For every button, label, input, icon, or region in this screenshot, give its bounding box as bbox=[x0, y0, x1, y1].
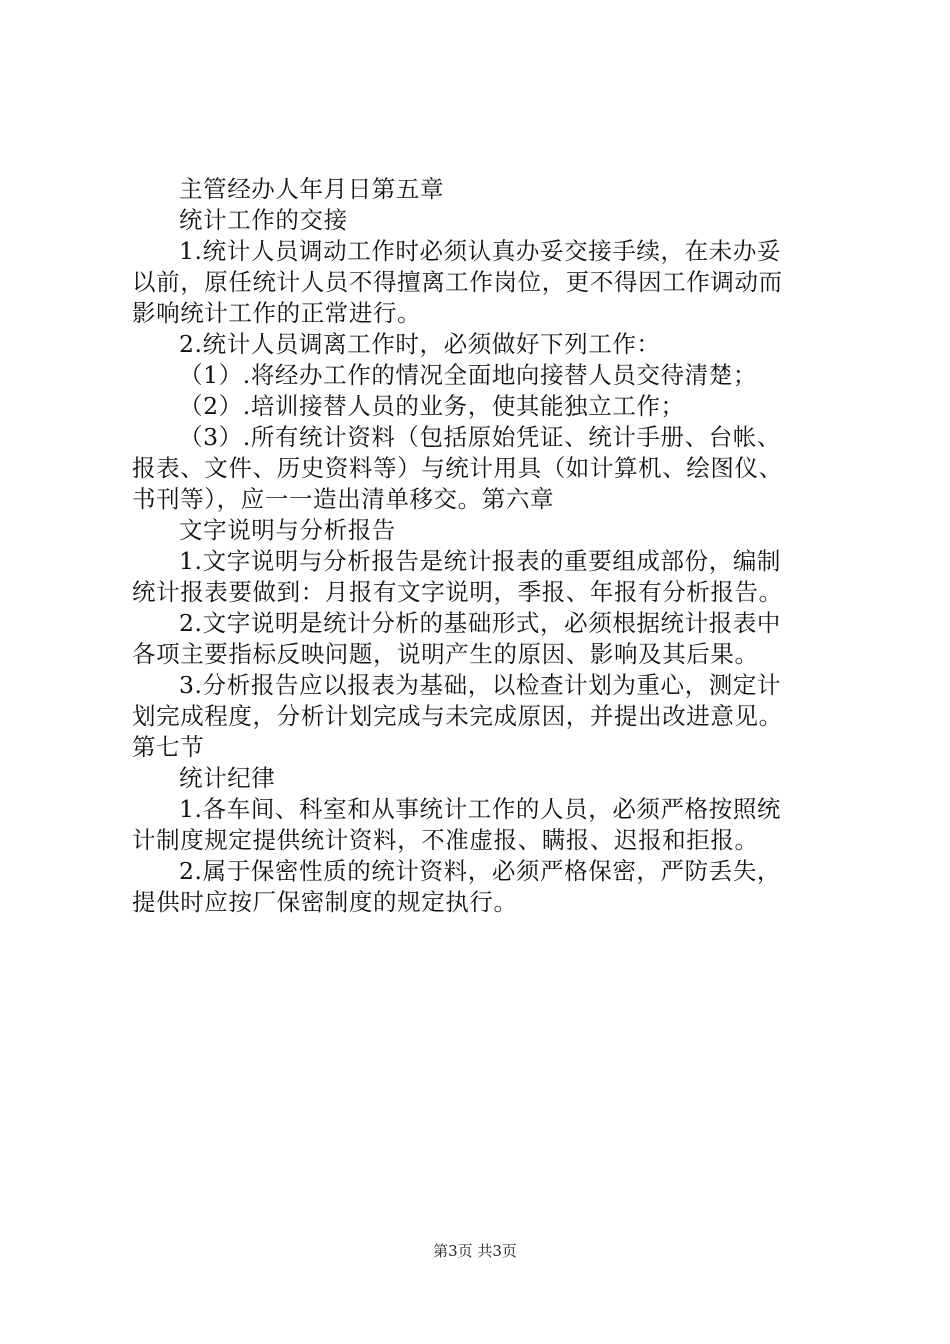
text-line: 报表、文件、历史资料等）与统计用具（如计算机、绘图仪、 bbox=[132, 454, 783, 482]
text-line: 各项主要指标反映问题，说明产生的原因、影响及其后果。 bbox=[132, 640, 759, 668]
page-footer: 第3页 共3页 bbox=[433, 1242, 517, 1260]
text-line: 统计工作的交接 bbox=[179, 206, 348, 234]
text-line: （1）.将经办工作的情况全面地向接替人员交待清楚； bbox=[179, 361, 757, 389]
text-line: 以前，原任统计人员不得擅离工作岗位，更不得因工作调动而 bbox=[132, 268, 783, 296]
text-line: 计制度规定提供统计资料，不准虚报、瞒报、迟报和拒报。 bbox=[132, 826, 759, 854]
text-line: 统计纪律 bbox=[179, 764, 276, 792]
text-line: 划完成程度，分析计划完成与未完成原因，并提出改进意见。 bbox=[132, 702, 783, 730]
text-line: 第七节 bbox=[132, 733, 205, 761]
text-line: 2.属于保密性质的统计资料，必须严格保密，严防丢失， bbox=[179, 857, 782, 885]
text-line: 文字说明与分析报告 bbox=[179, 516, 396, 544]
text-line: （3）.所有统计资料（包括原始凭证、统计手册、台帐、 bbox=[179, 423, 782, 451]
text-line: 2.统计人员调离工作时，必须做好下列工作： bbox=[179, 330, 661, 358]
text-line: （2）.培训接替人员的业务，使其能独立工作； bbox=[179, 392, 685, 420]
text-line: 1.统计人员调动工作时必须认真办妥交接手续，在未办妥 bbox=[179, 237, 782, 265]
text-line: 3.分析报告应以报表为基础，以检查计划为重心，测定计 bbox=[179, 671, 782, 699]
text-line: 书刊等），应一一造出清单移交。第六章 bbox=[132, 485, 555, 513]
text-line: 1.各车间、科室和从事统计工作的人员，必须严格按照统 bbox=[179, 795, 782, 823]
text-line: 提供时应按厂保密制度的规定执行。 bbox=[132, 888, 518, 916]
text-line: 2.文字说明是统计分析的基础形式，必须根据统计报表中 bbox=[179, 609, 782, 637]
text-line: 主管经办人年月日第五章 bbox=[179, 175, 445, 203]
text-line: 统计报表要做到：月报有文字说明，季报、年报有分析报告。 bbox=[132, 578, 783, 606]
text-line: 影响统计工作的正常进行。 bbox=[132, 299, 422, 327]
document-body bbox=[132, 174, 832, 918]
text-line: 1.文字说明与分析报告是统计报表的重要组成部份，编制 bbox=[179, 547, 782, 575]
